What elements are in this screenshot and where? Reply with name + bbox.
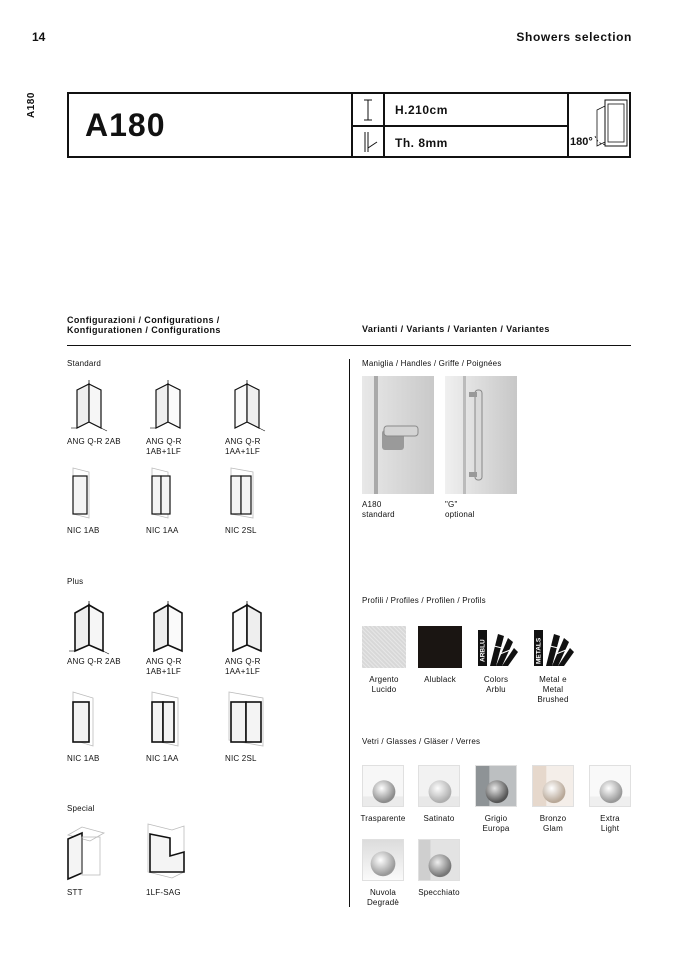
plus-item-4: NIC 1AB — [67, 754, 100, 763]
special-stt-icon — [64, 825, 108, 883]
profile-caption-colors: Colors Arblu — [483, 675, 509, 694]
model-name: A180 — [85, 107, 166, 143]
plus-ang-corner-2ab-icon — [67, 599, 111, 655]
door-opening-icon — [591, 96, 631, 154]
glass-nuvola-degrade-swatch — [362, 839, 404, 881]
profile-alublack-swatch — [418, 626, 462, 668]
profile-argento-swatch — [362, 626, 406, 668]
variants-heading: Varianti / Variants / Varianten / Variantes — [362, 324, 550, 334]
height-value: H.210cm — [395, 103, 448, 117]
profile-metals-icon — [532, 626, 576, 670]
plus-niche-1aa-icon — [146, 688, 186, 750]
side-label: A180 — [26, 92, 37, 118]
glass-extra-light-swatch — [589, 765, 631, 807]
standard-item-2: ANG Q-R 1AB+1LF — [146, 437, 182, 456]
glass-caption-extra-light: Extra Light — [600, 814, 620, 833]
glass-caption-nuvola: Nuvola Degradè — [366, 888, 400, 907]
glass-caption-bronzo: Bronzo Glam — [539, 814, 567, 833]
standard-item-5: NIC 1AA — [146, 526, 179, 535]
plus-item-1: ANG Q-R 2AB — [67, 657, 121, 666]
glass-satinato-swatch — [418, 765, 460, 807]
glass-specchiato-swatch — [418, 839, 460, 881]
glass-bronzo-glam-swatch — [532, 765, 574, 807]
handles-label: Maniglia / Handles / Griffe / Poignées — [362, 359, 502, 368]
special-label: Special — [67, 804, 95, 813]
plus-ang-corner-1aa-1lf-icon — [225, 599, 269, 655]
special-item-1: STT — [67, 888, 83, 897]
niche-2sl-icon — [225, 464, 261, 522]
configurations-heading: Configurazioni / Configurations / Konfigurationen / Configurations — [67, 315, 221, 335]
plus-niche-2sl-icon — [225, 688, 269, 750]
profile-colors-arblu-icon — [476, 626, 520, 670]
plus-item-6: NIC 2SL — [225, 754, 257, 763]
plus-item-2: ANG Q-R 1AB+1LF — [146, 657, 182, 676]
profile-caption-argento: Argento Lucido — [369, 675, 399, 694]
profile-caption-metals: Metal e Metal Brushed — [537, 675, 569, 704]
glass-caption-satinato: Satinato — [423, 814, 455, 823]
standard-item-3: ANG Q-R 1AA+1LF — [225, 437, 261, 456]
profile-caption-alublack: Alublack — [424, 675, 456, 684]
plus-ang-corner-1ab-1lf-icon — [146, 599, 190, 655]
arblu-tag: ARBLU — [479, 639, 487, 662]
glass-trasparente-swatch — [362, 765, 404, 807]
profiles-label: Profili / Profiles / Profilen / Profils — [362, 596, 486, 605]
ang-corner-1aa-1lf-icon — [227, 378, 267, 432]
plus-label: Plus — [67, 577, 84, 586]
standard-item-6: NIC 2SL — [225, 526, 257, 535]
column-divider — [349, 359, 350, 907]
divider — [67, 345, 631, 346]
niche-1ab-icon — [67, 464, 97, 522]
special-item-2: 1LF-SAG — [146, 888, 181, 897]
handle-caption-standard: A180 standard — [362, 500, 395, 519]
glass-caption-grigio: Grigio Europa — [482, 814, 510, 833]
standard-item-4: NIC 1AB — [67, 526, 100, 535]
glasses-label: Vetri / Glasses / Gläser / Verres — [362, 737, 481, 746]
ang-corner-2ab-icon — [69, 378, 109, 432]
handle-standard-photo — [362, 376, 434, 494]
metals-tag: METALS — [535, 637, 543, 664]
handle-caption-g: "G" optional — [445, 500, 475, 519]
opening-angle: 180° — [570, 136, 593, 148]
plus-item-5: NIC 1AA — [146, 754, 179, 763]
standard-item-1: ANG Q-R 2AB — [67, 437, 121, 446]
model-header — [67, 92, 631, 158]
ang-corner-1ab-1lf-icon — [148, 378, 188, 432]
special-1lf-sag-icon — [144, 820, 190, 884]
glass-caption-specchiato: Specchiato — [418, 888, 460, 897]
height-icon — [359, 98, 377, 122]
thickness-icon — [359, 130, 379, 154]
niche-1aa-icon — [146, 464, 176, 522]
section-title: Showers selection — [516, 30, 632, 44]
standard-label: Standard — [67, 359, 102, 368]
thickness-value: Th. 8mm — [395, 136, 448, 150]
handle-g-optional-photo — [445, 376, 517, 494]
plus-item-3: ANG Q-R 1AA+1LF — [225, 657, 261, 676]
page-number: 14 — [32, 30, 46, 44]
glass-caption-trasparente: Trasparente — [360, 814, 406, 823]
plus-niche-1ab-icon — [67, 688, 101, 750]
glass-grigio-europa-swatch — [475, 765, 517, 807]
